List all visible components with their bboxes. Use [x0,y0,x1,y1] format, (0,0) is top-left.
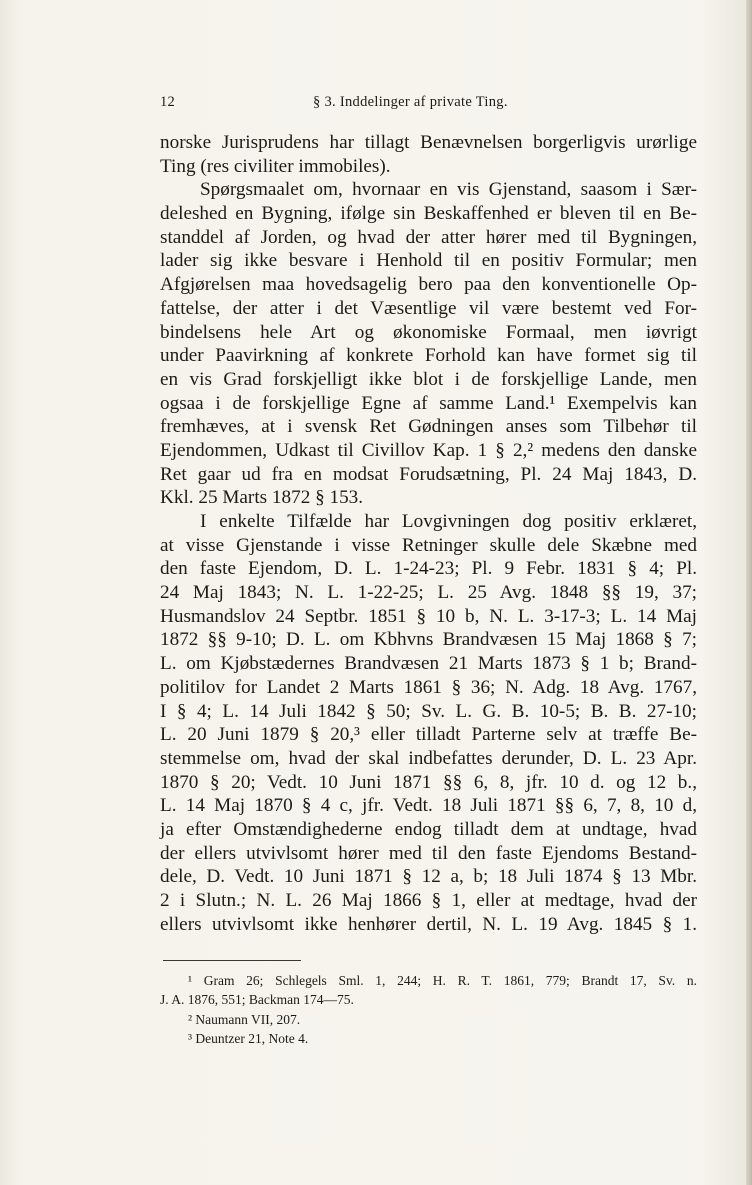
text-line: politilov for Landet 2 Marts 1861 § 36; N. Adg. 18 Avg. 1767, [160,676,697,698]
text-line: lader sig ikke besvare i Henhold til en positiv Formular; men [160,250,697,272]
page-edge [746,0,752,1185]
footnote-3: ³ Deuntzer 21, Note 4. [188,1030,309,1046]
text-line: standdel af Jorden, og hvad der atter hører med til Bygningen, [160,226,697,248]
text-line: en vis Grad forskjelligt ikke blot i de forskjellige Lande, men [160,368,697,390]
text-line: under Paavirkning af konkrete Forhold kan have formet sig til [160,345,697,367]
text-line: L. 14 Maj 1870 § 4 c, jfr. Vedt. 18 Juli 1871 §§ 6, 7, 8, 10 d, [160,795,697,817]
footnote-1-continued: J. A. 1876, 551; Backman 174—75. [160,992,354,1008]
page-header [160,94,700,116]
text-line: at visse Gjenstande i visse Retninger skulle dele Skæbne med [160,534,697,556]
page-number: 12 [160,94,176,110]
text-line: 2 i Slutn.; N. L. 26 Maj 1866 § 1, eller at medtage, hvad der [160,890,697,911]
text-line: fremhæves, at i svensk Ret Gødningen anses som Tilbehør til [160,416,697,438]
text-line: der ellers utvivlsomt hører med til den faste Ejendoms Bestand- [160,842,697,864]
paragraph-start-line: Spørgsmaalet om, hvornaar en vis Gjenstand, saasom i Sær- [200,179,697,201]
text-line: stemmelse om, hvad der skal indbefattes derunder, D. L. 23 Apr. [160,747,697,769]
text-line: I § 4; L. 14 Juli 1842 § 50; Sv. L. G. B. 10-5; B. B. 27-10; [160,700,697,722]
text-line: ogsaa i de forskjellige Egne af samme Land.¹ Exempelvis kan [160,392,697,414]
text-line: L. om Kjøbstædernes Brandvæsen 21 Marts 1873 § 1 b; Brand- [160,653,697,675]
text-line: fattelse, der atter i det Væsentlige vil være bestemt ved For- [160,297,697,319]
text-line: 1872 §§ 9-10; D. L. om Kbhvns Brandvæsen 15 Maj 1868 § 7; [160,629,697,651]
text-line: ellers utvivlsomt ikke henhører dertil, N. L. 19 Avg. 1845 § 1. [160,913,697,935]
text-line: norske Jurisprudens har tillagt Benævnelsen borgerligvis urørlige [160,132,697,153]
footnote-separator [163,960,301,961]
running-title: § 3. Inddelinger af private Ting. [313,94,508,110]
text-line: Afgjørelsen maa hovedsagelig bero paa den konventionelle Op- [160,274,697,296]
text-line: Husmandslov 24 Septbr. 1851 § 10 b, N. L. 3-17-3; L. 14 Maj [160,605,697,627]
text-line: deleshed en Bygning, ifølge sin Beskaffenhed er bleven til en Be- [160,203,697,225]
text-line: Ejendommen, Udkast til Civillov Kap. 1 § 2,² medens den danske [160,439,697,461]
text-line: bindelsens hele Art og økonomiske Formaal, men iøvrigt [160,321,697,343]
paragraph-start-line: I enkelte Tilfælde har Lovgivningen dog positiv erklæret, [200,511,697,532]
text-line: Ret gaar ud fra en modsat Forudsætning, Pl. 24 Maj 1843, D. [160,463,697,485]
text-line: 24 Maj 1843; N. L. 1-22-25; L. 25 Avg. 1848 §§ 19, 37; [160,582,697,604]
text-line: Kkl. 25 Marts 1872 § 153. [160,487,364,509]
footnote-1: ¹ Gram 26; Schlegels Sml. 1, 244; H. R. T. 1861, 779; Brandt 17, Sv. n. [188,973,697,988]
text-line: dele, D. Vedt. 10 Juni 1871 § 12 a, b; 18 Juli 1874 § 13 Mbr. [160,866,697,888]
text-line: L. 20 Juni 1879 § 20,³ eller tilladt Parterne selv at træffe Be- [160,724,697,746]
text-line: 1870 § 20; Vedt. 10 Juni 1871 §§ 6, 8, jfr. 10 d. og 12 b., [160,771,697,793]
body-text [160,131,697,936]
text-line: Ting (res civiliter immobiles). [160,155,391,177]
text-line: ja efter Omstændighederne endog tilladt dem at undtage, hvad [160,818,697,840]
footnotes [160,971,697,1048]
footnote-2: ² Naumann VII, 207. [188,1011,301,1027]
text-line: den faste Ejendom, D. L. 1-24-23; Pl. 9 Febr. 1831 § 4; Pl. [160,558,697,580]
